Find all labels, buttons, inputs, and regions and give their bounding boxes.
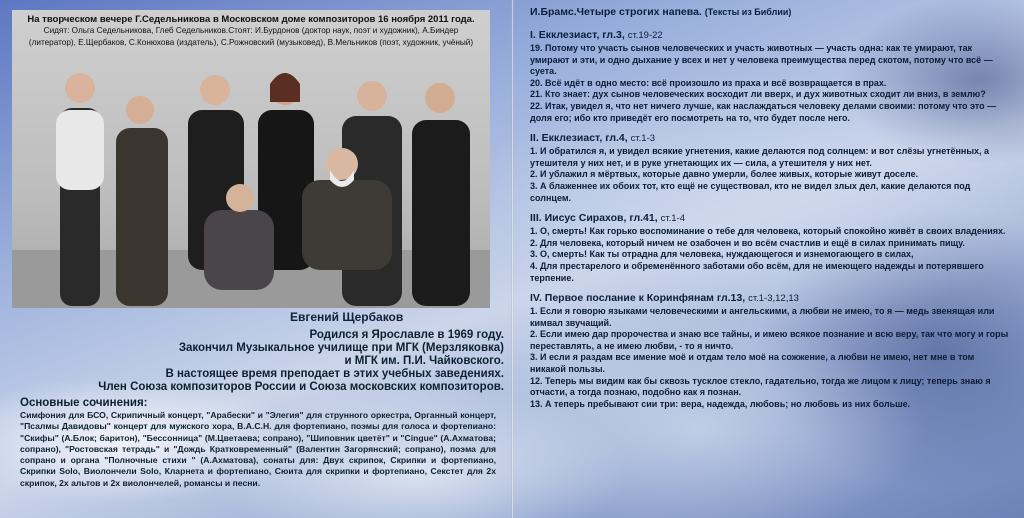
verse: 22. Итак, увидел я, что нет ничего лучше, как наслаждаться человеку делами своими: потому что это — доля его; ибо кто приведёт его посмотреть на то, что будет после него.	[530, 100, 997, 123]
verse: 12. Теперь мы видим как бы сквозь тусклое стекло, гадательно, тогда же лицом к лицу; теперь знаю я отчасти, а тогда познаю, подобно как я познан.	[530, 375, 991, 398]
brahms-title	[530, 6, 1012, 18]
verse: 19. Потому что участь сынов человеческих и участь животных — участь одна: как те умирают, так умирают и эти, и одно дыхание у всех и нет у человека преимущества перед скотом, потому что всё — суета.	[530, 43, 993, 77]
verse: 3. О, смерть! Как ты отрадна для человека, нуждающегося и изнемогающего в силах,	[530, 249, 914, 260]
section-heading-text: II. Екклезиаст, гл.4,	[530, 132, 628, 145]
bio-line: В настоящее время преподает в этих учебных заведениях.	[165, 368, 504, 380]
section-reference: ст.1-3	[630, 133, 656, 145]
verse: 4. Для престарелого и обременённого заботами обо всём, для не имеющего надежды и потерявшего терпение.	[530, 260, 984, 283]
composer-name: Евгений Щербаков	[290, 310, 404, 324]
section-heading-text: III. Иисус Сирахов, гл.41,	[530, 212, 658, 225]
section-heading	[530, 292, 1012, 304]
section-heading	[530, 212, 1012, 224]
section-reference: ст.1-4	[660, 213, 685, 225]
brahms-title-main: И.Брамс.Четыре строгих напева.	[530, 6, 702, 18]
verse: 1. Если я говорю языками человеческими и ангельскими, а любви не имею, то я — медь звенящая или кимвал звучащий.	[530, 306, 995, 328]
photo-people-illustration	[12, 10, 490, 308]
bio-line: Закончил Музыкальное училище при МГК (Мерзляковка)	[178, 342, 504, 354]
bio-line: и МГК им. П.И. Чайковского.	[344, 355, 504, 367]
text-section	[530, 292, 1012, 410]
verse: 20. Всё идёт в одно место: всё произошло из праха и всё возвращается в прах.	[530, 77, 887, 88]
verse: 2. Для человека, который ничем не озабочен и во всём счастлив и ещё в силах принимать пищу.	[530, 237, 965, 248]
text-section	[530, 29, 1012, 124]
verse: 13. А теперь пребывают сии три: вера, надежда, любовь; но любовь из них больше.	[530, 398, 911, 409]
group-photo	[12, 10, 490, 308]
works-list: Симфония для БСО, Скрипичный концерт, "Арабески" и "Элегия" для струнного оркестра, Органный концерт, "Псалмы Давидовы" концерт для мужского хора, B.A.C.H. для фортепиано, поэмы для голоса и фортепиано: "Скифы" (А.Блок; баритон), "Бессонница" (М.Цветаева; сопрано), "Шиповник цветёт" и "Cingue" (А.Ахматова; сопрано), "Ростовская тетрадь" и "Дождь Кратковременный" (Валентин Загорянский; сопрано), поэма для сопрано и органа "Полночные стихи " (А.Ахматова), сонаты для: Двух скрипок, Скрипки и фортепиано, Скрипки Solo, Виолончели Solo, Кларнета и фортепиано, Сюита для скрипки и фортепиано, Секстет для 2х скрипок, 2х альтов и 2х виолончелей, романсы и песни.	[20, 410, 496, 488]
section-reference: ст.19-22	[627, 30, 663, 41]
verse: 3. А блаженнее их обоих тот, кто ещё не существовал, кто не видел злых дел, какие делаются под солнцем.	[530, 180, 971, 203]
section-heading	[530, 29, 1012, 41]
section-heading	[530, 132, 1012, 144]
verse: 3. И если я раздам все имение моё и отдам тело моё на сожжение, а любви не имею, нет мне в том никакой пользы.	[530, 352, 975, 375]
bio-line: Член Союза композиторов России и Союза московских композиторов.	[98, 381, 504, 393]
composer-bio	[98, 329, 504, 394]
verse: 21. Кто знает: дух сынов человеческих восходит ли вверх, и дух животных сходит ли вниз, в землю?	[530, 89, 986, 100]
photo-caption-line: Сидят: Ольга Седельникова, Глеб Седельников.Стоят: И.Бурдонов (доктор наук, поэт и художник), А.Биндер	[43, 26, 459, 35]
photo-caption-title: На творческом вечере Г.Седельникова в Московском доме композиторов 16 ноября 2011 года.	[27, 14, 475, 25]
verse: 2. И ублажил я мёртвых, которые давно умерли, более живых, которые живут доселе.	[530, 169, 919, 180]
section-heading-text: I. Екклезиаст, гл.3,	[530, 29, 625, 41]
section-reference: ст.1-3,12,13	[748, 293, 799, 305]
text-section	[530, 132, 1012, 204]
verse: 1. И обратился я, и увидел всякие угнетения, какие делаются под солнцем: и вот слёзы угнетённых, а утешителя у них нет, и в руке угнетающих их — сила, а утешителя у них нет.	[530, 146, 990, 168]
works-title: Основные сочинения:	[20, 397, 148, 409]
bio-line: Родился я Ярославле в 1969 году.	[309, 329, 504, 341]
verse: 1. О, смерть! Как горько воспоминание о тебе для человека, который спокойно живёт в своих владениях.	[530, 226, 1006, 237]
photo-caption-line: (литератор), Е.Щербаков, С.Конюхова (издатель), С.Рожновский (музыковед), В.Мельников (поэт, художник, учёный)	[28, 38, 474, 47]
text-section	[530, 212, 1012, 284]
verse: 2. Если имею дар пророчества и знаю все тайны, и имею всякое познание и всю веру, так что могу и горы переставлять, а не имею любви, - то я ничто.	[530, 329, 1009, 351]
section-heading-text: IV. Первое послание к Коринфянам гл.13,	[530, 292, 746, 305]
brahms-texts	[530, 6, 1012, 418]
page-fold	[511, 0, 514, 518]
brahms-title-sub: (Тексты из Библии)	[704, 7, 792, 17]
